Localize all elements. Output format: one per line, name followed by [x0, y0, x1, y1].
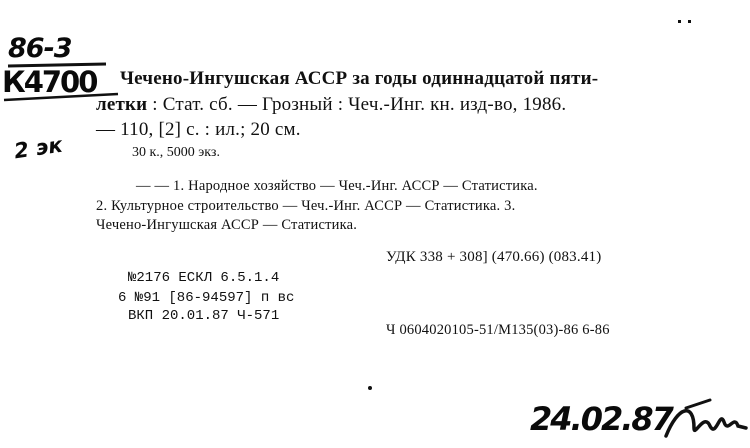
physical-description: — 110, [2] с. : ил.; 20 см.: [96, 119, 301, 140]
udk-code: УДК 338 + 308] (470.66) (083.41): [386, 249, 602, 265]
speck: [678, 20, 681, 23]
title-line-2-rest: : Стат. сб. — Грозный : Чеч.-Инг. кн. изд-во, 1986.: [152, 94, 567, 115]
registry-line-2: 6 №91 [86-94597] п вс: [118, 290, 295, 306]
registry-line-1: №2176 ЕСКЛ 6.5.1.4: [128, 270, 280, 286]
price-print-run: 30 к., 5000 экз.: [132, 145, 220, 160]
subjects-line-1: — — 1. Народное хозяйство — Чеч.-Инг. АССР — Статистика.: [136, 178, 538, 194]
handwritten-copies-mark: 2 эк: [12, 132, 65, 164]
title-line-1: Чечено-Ингушская АССР за годы одиннадцатой пяти-: [120, 68, 599, 89]
call-number-top: 86-3: [8, 33, 72, 64]
registry-line-3: ВКП 20.01.87 Ч-571: [128, 308, 280, 324]
title-line-2-bold: летки: [96, 94, 148, 115]
title-line-2: [96, 94, 566, 116]
subjects-line-2: 2. Культурное строительство — Чеч.-Инг. АССР — Статистика. 3.: [96, 198, 516, 214]
signature: [664, 398, 748, 446]
subjects-line-3: Чечено-Ингушская АССР — Статистика.: [96, 217, 358, 233]
speck: [368, 386, 372, 390]
call-number-bottom: К4700: [2, 65, 97, 99]
speck: [688, 20, 691, 23]
handwritten-date: 24.02.87: [530, 400, 672, 438]
index-code: Ч 0604020105-51/М135(03)-86 6-86: [386, 322, 610, 338]
